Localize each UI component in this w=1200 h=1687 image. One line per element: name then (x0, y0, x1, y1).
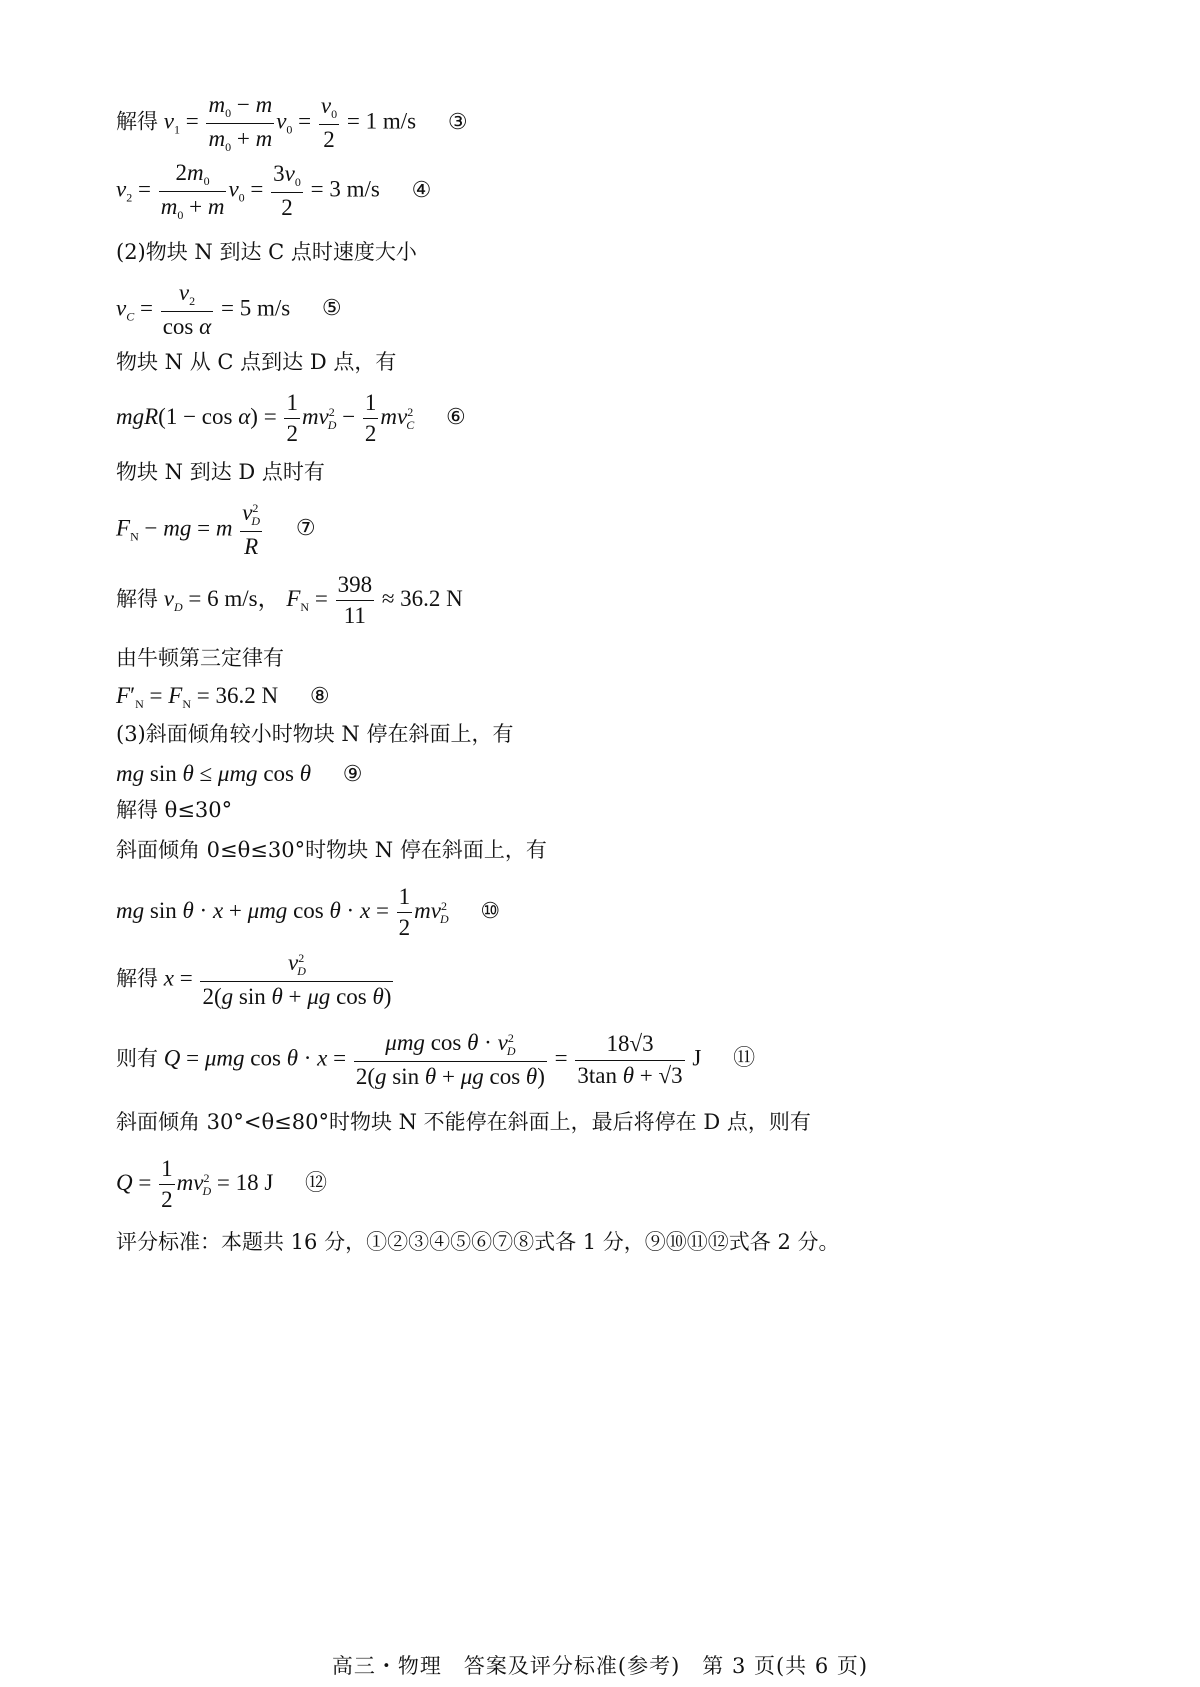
equation-number: ⑧ (309, 683, 330, 708)
equation-friction-condition: mg sin θ ≤ μmg cos θ ⑨ (116, 761, 363, 786)
text-line: 斜面倾角 30°<θ≤80°时物块 N 不能停在斜面上，最后将停在 D 点，则有 (116, 1110, 811, 1134)
equation-heat-max: Q = $\frac{1}{2}$ $mv^2_D = 18$ J ⑫ (116, 1156, 328, 1213)
solve-label: 解得 (116, 966, 158, 991)
equation-number: ⑪ (733, 1045, 756, 1071)
equation-number: ④ (411, 176, 432, 202)
then-label: 则有 (116, 1046, 158, 1071)
equation-v2: $v_2$ = $\frac{2m_0}{m_0 + m}$ $v_0$ = $\frac{3v_0}{2}$ = 3 m/s ④ (116, 160, 432, 222)
scoring-criteria: 评分标准：本题共 16 分，①②③④⑤⑥⑦⑧式各 1 分，⑨⑩⑪⑫式各 2 分。 (116, 1230, 840, 1254)
equation-number: ⑨ (342, 761, 363, 786)
solve-label: 解得 (116, 587, 158, 612)
equation-slope-energy: mg sin θ · x + μmg cos θ · x = $\frac{1}{2}$ $mv^2_D$ ⑩ (116, 884, 501, 941)
equation-reaction-force: $F'_N = F_N = 36.2$ N ⑧ (116, 683, 330, 711)
page-footer: 高三・物理 答案及评分标准(参考) 第 3 页(共 6 页) (331, 1654, 869, 1678)
text-line: 斜面倾角 0≤θ≤30°时物块 N 停在斜面上，有 (116, 838, 547, 862)
equation-v1: 解得 $v_1$ = $\frac{m_0 - m}{m_0 + m}$ $v_0$ = $\frac{v_0}{2}$ = 1 m/s ③ (116, 92, 468, 154)
equation-number: ⑥ (446, 404, 466, 430)
equation-number: ⑤ (321, 295, 342, 321)
equation-number: ⑩ (480, 898, 501, 924)
equation-vc: $v_C$ = $\frac{v_2}{\text{cos α}}$ = 5 m/s ⑤ (116, 280, 342, 339)
equation-solve-vd: 解得 $v_D = 6$ m/s， $F_N$ = $\frac{398}{11}$ ≈ 36.2 N (116, 572, 463, 629)
text-line: 物块 N 从 C 点到达 D 点，有 (116, 350, 397, 374)
equation-heat-q: 则有 Q = μmg cos θ · x = $\frac{\mu mg \cos \theta \cdot v^2_D}{\text{2(g sin θ + μg cos θ)}}$ = $\frac{18√3}{\text{3tan θ + √3}}$ J ⑪ (116, 1030, 756, 1089)
equation-number: ⑦ (295, 515, 316, 541)
equation-energy: mgR(1 − cos α) = $\frac{1}{2}$ $mv^2_D$ − $\frac{1}{2}$ $mv^2_C$ ⑥ (116, 390, 466, 447)
text-line: (3)斜面倾角较小时物块 N 停在斜面上，有 (116, 722, 514, 746)
text-line: 由牛顿第三定律有 (116, 646, 284, 670)
text-line: 解得 θ≤30° (116, 798, 233, 822)
equation-solve-x: 解得 x = $\frac{v^2_D}{\text{2(g sin θ + μg cos θ)}}$ (116, 950, 392, 1009)
equation-number: ⑫ (305, 1170, 328, 1196)
text-line: (2)物块 N 到达 C 点时速度大小 (116, 240, 417, 264)
text-line: 物块 N 到达 D 点时有 (116, 460, 325, 484)
equation-number: ③ (447, 108, 468, 134)
solve-label: 解得 (116, 109, 158, 134)
equation-normal-force: $F_N$ − mg = m $\frac{v^2_D}{R}$ ⑦ (116, 500, 316, 559)
